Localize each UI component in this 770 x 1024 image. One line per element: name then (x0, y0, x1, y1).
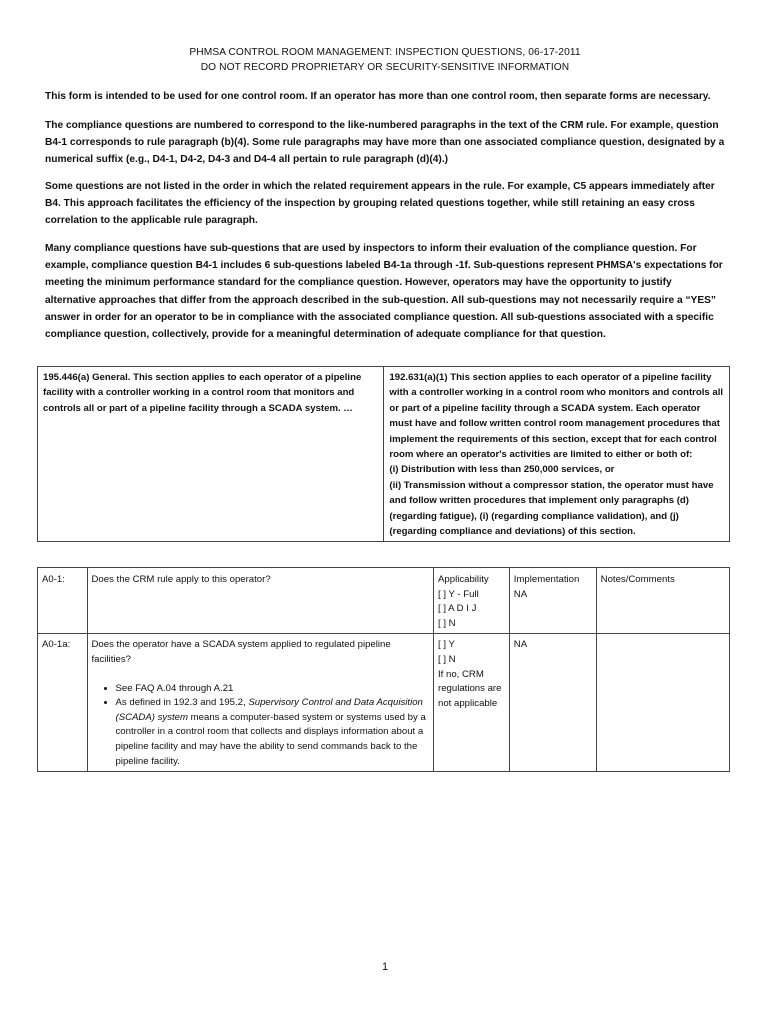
definition-lead: As defined in 192.3 and 195.2, (115, 697, 249, 709)
guidance-list (92, 682, 430, 770)
intro-paragraph-4: Many compliance questions have sub-questions that are used by inspectors to inform their evaluation of the compliance question. For example, compliance question B4-1 includes 6 sub-questions labeled B4-1a through -1f. Sub-questions represent PHMSA's expectations for meeting the minimum performance standard for the compliance question. However, operators may have the opportunity to justify alternative approaches that differ from the approach described in the sub-question. All sub-questions may not necessarily require a “YES” answer in order for an operator to be in compliance with the associated compliance question. All sub-questions associated with a specific compliance question, collectively, provide for a meaningful determination of adequate compliance for that question. (45, 243, 723, 341)
implementation-value: NA (509, 634, 596, 772)
definition-body: means a computer-based system or systems used by a controller in a control room that collects and displays information about a pipeline facility and may have the ability to send commands back to the pipeline facility. (115, 711, 426, 767)
implementation-cell (509, 568, 596, 634)
definition-term: Supervisory Control and Data Acquisition (SCADA) system (115, 697, 423, 723)
page-number: 1 (381, 961, 389, 973)
rule-192-631-text: 192.631(a)(1) This section applies to each operator of a pipeline facility with a controller working in a control room who monitors and controls all or part of a pipeline facility through a SCADA system. Each operator must have and follow written control room management procedures that implement the requirements of this section, except that for each control room where an operator's activities are limited to either or both of: (389, 372, 724, 461)
intro-paragraph-2: The compliance questions are numbered to correspond to the like-numbered paragraphs in the text of the CRM rule. For example, question B4-1 corresponds to rule paragraph (b)(4). Some rule paragraphs may have more than one associated compliance question, designated by a numerical suffix (e.g., D4-1, D4-2, D4-3 and D4-4 all pertain to rule paragraph (d)(4).) (45, 120, 725, 166)
applicability-option-n[interactable]: [ ] N (438, 653, 456, 665)
question-id: A0-1: (38, 568, 88, 634)
applicability-option-n[interactable]: [ ] N (438, 617, 456, 629)
notes-field[interactable] (596, 634, 729, 772)
rule-192-631-item-i: (i) Distribution with less than 250,000 services, or (389, 464, 615, 476)
intro-paragraph-3: Some questions are not listed in the order in which the related requirement appears in the rule. For example, C5 appears immediately after B4. This approach facilitates the efficiency of the inspection by grouping related questions together, while still retaining an easy cross correlation to the applicable rule paragraph. (45, 181, 715, 227)
rule-192-631-cell (384, 367, 730, 542)
notes-header: Notes/Comments (596, 568, 729, 634)
list-item (116, 696, 430, 769)
table-row (38, 634, 730, 772)
header-warning: DO NOT RECORD PROPRIETARY OR SECURITY-SENSITIVE INFORMATION (200, 62, 570, 73)
compliance-question-table (37, 567, 730, 772)
implementation-value: NA (513, 588, 528, 600)
question-text-cell (87, 634, 434, 772)
rule-192-631-item-ii: (ii) Transmission without a compressor station, the operator must have and follow written procedures that implement only paragraphs (d) (regarding fatigue), (i) (regarding compliance validation), and (j) (regarding compliance and deviations) of this section. (389, 479, 714, 538)
applicability-note: If no, CRM regulations are not applicable (438, 668, 502, 709)
applicability-option-adij[interactable]: [ ] A D I J (438, 603, 477, 615)
rule-195-446-cell: 195.446(a) General. This section applies to each operator of a pipeline facility with a controller working in a control room that monitors and controls all or part of a pipeline facility through a SCADA system. … (38, 367, 384, 542)
applicability-cell (434, 634, 510, 772)
question-text: Does the CRM rule apply to this operator? (87, 568, 434, 634)
document-header (0, 45, 770, 75)
intro-paragraph-1: This form is intended to be used for one control room. If an operator has more than one control room, then separate forms are necessary. (45, 91, 711, 102)
question-id: A0-1a: (38, 634, 88, 772)
table-row (38, 568, 730, 634)
rule-reference-table (37, 366, 730, 542)
applicability-cell (434, 568, 510, 634)
header-title: PHMSA CONTROL ROOM MANAGEMENT: INSPECTION QUESTIONS, 06-17-2011 (189, 47, 581, 58)
question-text: Does the operator have a SCADA system applied to regulated pipeline facilities? (91, 639, 391, 665)
applicability-header: Applicability (438, 574, 489, 585)
applicability-option-y-full[interactable]: [ ] Y - Full (438, 588, 479, 600)
list-item: • See FAQ A.04 through A.21 (116, 682, 430, 697)
implementation-header: Implementation (513, 574, 580, 585)
applicability-option-y[interactable]: [ ] Y (438, 639, 455, 651)
